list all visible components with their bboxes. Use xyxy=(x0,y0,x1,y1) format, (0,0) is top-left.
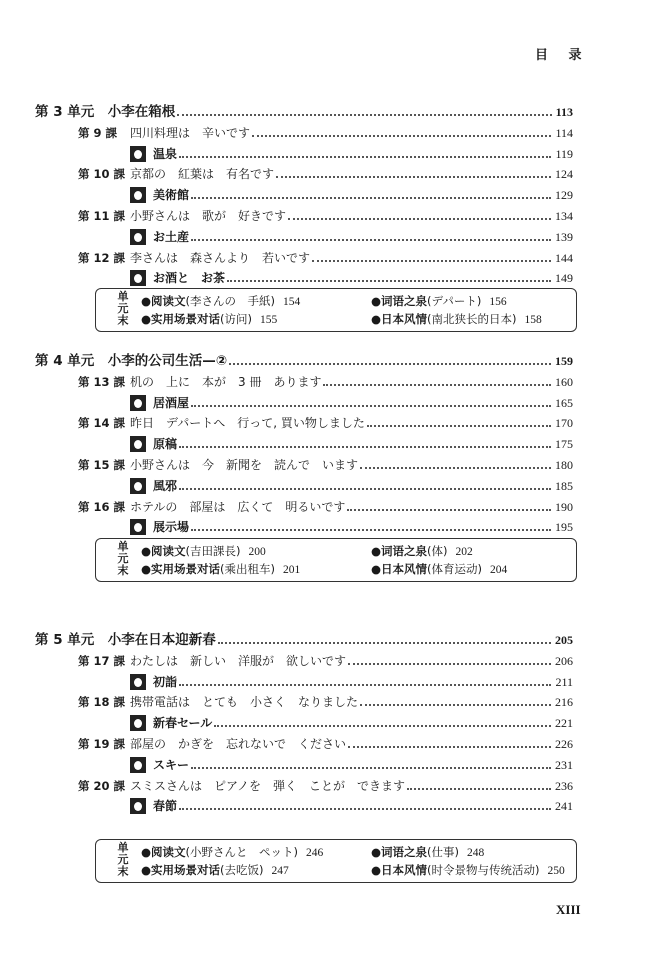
page-header-title: 目 录 xyxy=(535,48,590,63)
column-title: お土産 xyxy=(153,229,190,244)
unit-title: 第 4 单元 小李的公司生活—② xyxy=(35,353,228,369)
column-entry[interactable] xyxy=(130,268,573,286)
dot-leader xyxy=(323,384,551,386)
unit-heading[interactable] xyxy=(35,102,573,120)
unit-end-item-detail: (访问) xyxy=(220,312,253,326)
page-ref: 202 xyxy=(455,546,473,558)
column-entry[interactable] xyxy=(130,755,573,773)
dot-leader xyxy=(191,529,551,531)
column-entry[interactable] xyxy=(130,672,573,690)
column-entry[interactable] xyxy=(130,476,573,494)
page-ref: 216 xyxy=(555,695,573,710)
page-ref: 119 xyxy=(555,146,573,161)
page-ref: 236 xyxy=(555,778,573,793)
page-ref: 124 xyxy=(555,167,573,182)
page-ref: 205 xyxy=(555,633,573,647)
page-ref: 144 xyxy=(555,250,573,265)
lesson-number: 第 13 課 xyxy=(78,374,126,389)
page-ref: 114 xyxy=(555,125,573,140)
unit-end-item-detail: (体) xyxy=(427,544,448,558)
page-ref: 248 xyxy=(467,847,485,859)
lesson-title: 四川料理は 辛いです xyxy=(130,125,251,140)
unit-end-label: 单元末 xyxy=(117,290,129,327)
chef-face-icon xyxy=(130,270,146,286)
unit-end-label: 单元末 xyxy=(117,841,129,878)
dot-leader xyxy=(360,467,551,469)
page-ref: 211 xyxy=(555,674,573,689)
column-title: 美術館 xyxy=(153,188,190,203)
dot-leader xyxy=(191,405,551,407)
dot-leader xyxy=(276,176,551,178)
chef-face-icon xyxy=(130,187,146,203)
page-ref: 226 xyxy=(555,737,573,751)
unit-end-item-detail: (去吃饭) xyxy=(220,863,264,877)
page-ref: 129 xyxy=(555,188,573,203)
lesson-number: 第 14 課 xyxy=(78,416,126,431)
unit-end-item-label: ●日本风情 xyxy=(371,312,428,326)
page-ref: 165 xyxy=(555,395,573,410)
column-entry[interactable] xyxy=(130,393,573,411)
dot-leader xyxy=(348,663,551,665)
unit-end-item-detail: (时令景物与传统活动) xyxy=(427,863,540,877)
dot-leader xyxy=(367,425,551,427)
chef-face-icon xyxy=(130,798,146,814)
unit-end-item[interactable] xyxy=(141,862,289,878)
dot-leader xyxy=(227,280,551,282)
column-title: 新春セール xyxy=(153,716,213,731)
column-title: 春節 xyxy=(153,799,178,814)
page-ref: 113 xyxy=(555,105,573,119)
page-ref: 175 xyxy=(555,437,573,452)
unit-end-item[interactable] xyxy=(141,293,300,309)
dot-leader xyxy=(191,239,551,241)
page-ref: 190 xyxy=(555,499,573,514)
dot-leader xyxy=(179,684,551,686)
chef-face-icon xyxy=(130,478,146,494)
lesson-entry[interactable] xyxy=(78,734,573,752)
chef-face-icon xyxy=(130,229,146,245)
unit-end-item[interactable] xyxy=(141,844,323,860)
page-ref: 247 xyxy=(271,865,289,877)
column-entry[interactable] xyxy=(130,434,573,452)
dot-leader xyxy=(191,767,551,769)
lesson-number: 第 9 課 xyxy=(78,125,118,140)
dot-leader xyxy=(407,788,551,790)
page-ref: 246 xyxy=(306,847,324,859)
dot-leader xyxy=(229,363,551,365)
chef-face-icon xyxy=(130,436,146,452)
dot-leader xyxy=(191,197,551,199)
lesson-number: 第 18 課 xyxy=(78,695,126,710)
lesson-entry[interactable] xyxy=(78,692,573,710)
unit-end-summary-box xyxy=(95,839,577,883)
unit-end-item[interactable] xyxy=(371,293,507,309)
lesson-number: 第 17 課 xyxy=(78,653,126,668)
lesson-title: 昨日 デパートへ 行って, 買い物しました xyxy=(130,416,365,431)
lesson-number: 第 20 課 xyxy=(78,778,126,793)
unit-end-item-label: ●日本风情 xyxy=(371,863,428,877)
unit-end-item-label: ●日本风情 xyxy=(371,562,428,576)
lesson-entry[interactable] xyxy=(78,776,573,794)
unit-end-item-detail: (吉田課長) xyxy=(185,544,241,558)
column-entry[interactable] xyxy=(130,517,573,535)
unit-end-item[interactable] xyxy=(371,844,484,860)
page-ref: 206 xyxy=(555,653,573,668)
page-ref: 154 xyxy=(283,296,301,308)
unit-end-item-detail: (体育运动) xyxy=(427,562,483,576)
dot-leader xyxy=(179,488,551,490)
lesson-entry[interactable] xyxy=(78,372,573,390)
page-ref: 170 xyxy=(555,416,573,431)
chef-face-icon xyxy=(130,146,146,162)
page-number: XIII xyxy=(556,902,581,917)
column-entry[interactable] xyxy=(130,796,573,814)
unit-end-item-label: ●词语之泉 xyxy=(371,544,428,558)
lesson-title: 京都の 紅葉は 有名です xyxy=(130,167,275,182)
dot-leader xyxy=(177,114,551,116)
lesson-title: わたしは 新しい 洋服が 欲しいです xyxy=(130,653,347,668)
dot-leader xyxy=(214,725,551,727)
page-ref: 155 xyxy=(260,314,278,326)
page-ref: 221 xyxy=(555,716,573,731)
column-entry[interactable] xyxy=(130,185,573,203)
page-ref: 195 xyxy=(555,520,573,535)
lesson-title: 携帯電話は とても 小さく なりました xyxy=(130,695,359,710)
lesson-entry[interactable] xyxy=(78,651,573,669)
page-ref: 200 xyxy=(248,546,266,558)
unit-end-item-detail: (李さんの 手紙) xyxy=(185,294,276,308)
chef-face-icon xyxy=(130,715,146,731)
chef-face-icon xyxy=(130,757,146,773)
page-ref: 160 xyxy=(555,374,573,389)
unit-end-item[interactable] xyxy=(371,311,542,327)
page-ref: 149 xyxy=(555,271,573,286)
dot-leader xyxy=(252,135,551,137)
unit-title: 第 5 单元 小李在日本迎新春 xyxy=(35,632,216,648)
unit-end-label: 单元末 xyxy=(117,540,129,577)
column-title: 居酒屋 xyxy=(153,395,190,410)
unit-end-item-label: ●阅读文 xyxy=(141,544,186,558)
column-title: 温泉 xyxy=(153,146,178,161)
page-ref: 139 xyxy=(555,229,573,244)
lesson-title: ホテルの 部屋は 広くて 明るいです xyxy=(130,499,346,514)
lesson-entry[interactable] xyxy=(78,164,573,182)
lesson-title: 机の 上に 本が 3 冊 あります xyxy=(130,374,322,389)
unit-heading[interactable] xyxy=(35,351,573,369)
page-ref: 241 xyxy=(555,799,573,814)
dot-leader xyxy=(348,746,551,748)
dot-leader xyxy=(360,704,551,706)
unit-end-item-detail: (南北狭长的日本) xyxy=(427,312,517,326)
unit-title: 第 3 单元 小李在箱根 xyxy=(35,104,176,120)
unit-end-item-label: ●实用场景对话 xyxy=(141,562,221,576)
lesson-entry[interactable] xyxy=(78,123,573,141)
lesson-entry[interactable] xyxy=(78,455,573,473)
lesson-entry[interactable] xyxy=(78,413,573,431)
lesson-title: 部屋の かぎを 忘れないで ください xyxy=(130,737,347,751)
column-entry[interactable] xyxy=(130,227,573,245)
unit-end-item-label: ●阅读文 xyxy=(141,845,186,859)
unit-end-item-label: ●阅读文 xyxy=(141,294,186,308)
unit-end-item-label: ●词语之泉 xyxy=(371,845,428,859)
lesson-number: 第 19 課 xyxy=(78,737,126,751)
page-ref: 156 xyxy=(489,296,507,308)
lesson-entry[interactable] xyxy=(78,497,573,515)
unit-end-item-detail: (乘出租车) xyxy=(220,562,276,576)
column-title: 初詣 xyxy=(153,674,178,689)
lesson-title: 小野さんは 歌が 好きです xyxy=(130,209,287,223)
column-title: 原稿 xyxy=(153,437,178,452)
unit-end-item[interactable] xyxy=(141,543,266,559)
dot-leader xyxy=(179,156,551,158)
lesson-title: 小野さんは 今 新聞を 読んで います xyxy=(130,458,359,472)
column-entry[interactable] xyxy=(130,713,573,731)
lesson-number: 第 12 課 xyxy=(78,250,126,265)
dot-leader xyxy=(179,446,551,448)
unit-end-item-label: ●实用场景对话 xyxy=(141,863,221,877)
lesson-number: 第 11 課 xyxy=(78,209,126,223)
unit-end-item-label: ●实用场景对话 xyxy=(141,312,221,326)
chef-face-icon xyxy=(130,674,146,690)
dot-leader xyxy=(288,218,551,220)
unit-end-item-detail: (仕事) xyxy=(427,845,460,859)
unit-heading[interactable] xyxy=(35,630,573,648)
lesson-number: 第 10 課 xyxy=(78,167,126,182)
lesson-entry[interactable] xyxy=(78,248,573,266)
lesson-title: スミスさんは ピアノを 弾く ことが できます xyxy=(130,778,406,793)
page-ref: 158 xyxy=(524,314,542,326)
unit-end-item[interactable] xyxy=(371,862,565,878)
lesson-title: 李さんは 森さんより 若いです xyxy=(130,250,311,265)
page-ref: 180 xyxy=(555,458,573,472)
column-title: 展示場 xyxy=(153,520,190,535)
page-ref: 201 xyxy=(283,564,301,576)
unit-end-item[interactable] xyxy=(371,561,507,577)
chef-face-icon xyxy=(130,395,146,411)
page-ref: 159 xyxy=(555,354,573,368)
unit-end-item[interactable] xyxy=(371,543,473,559)
unit-end-item-detail: (小野さんと ペット) xyxy=(185,845,299,859)
column-entry[interactable] xyxy=(130,144,573,162)
lesson-number: 第 16 課 xyxy=(78,499,126,514)
column-title: 風邪 xyxy=(153,478,178,493)
dot-leader xyxy=(312,260,551,262)
unit-end-item-detail: (デパート) xyxy=(427,294,482,308)
column-title: お酒と お茶 xyxy=(153,271,226,286)
unit-end-item[interactable] xyxy=(141,311,277,327)
page-ref: 231 xyxy=(555,757,573,772)
page-ref: 204 xyxy=(490,564,508,576)
lesson-entry[interactable] xyxy=(78,206,573,224)
dot-leader xyxy=(347,509,551,511)
chef-face-icon xyxy=(130,519,146,535)
page-ref: 250 xyxy=(547,865,565,877)
dot-leader xyxy=(179,808,551,810)
page-ref: 185 xyxy=(555,478,573,493)
unit-end-item[interactable] xyxy=(141,561,300,577)
page-ref: 134 xyxy=(555,209,573,223)
dot-leader xyxy=(218,642,551,644)
unit-end-item-label: ●词语之泉 xyxy=(371,294,428,308)
lesson-number: 第 15 課 xyxy=(78,458,126,472)
column-title: スキー xyxy=(153,757,190,772)
unit-end-summary-box xyxy=(95,288,577,332)
unit-end-summary-box xyxy=(95,538,577,582)
